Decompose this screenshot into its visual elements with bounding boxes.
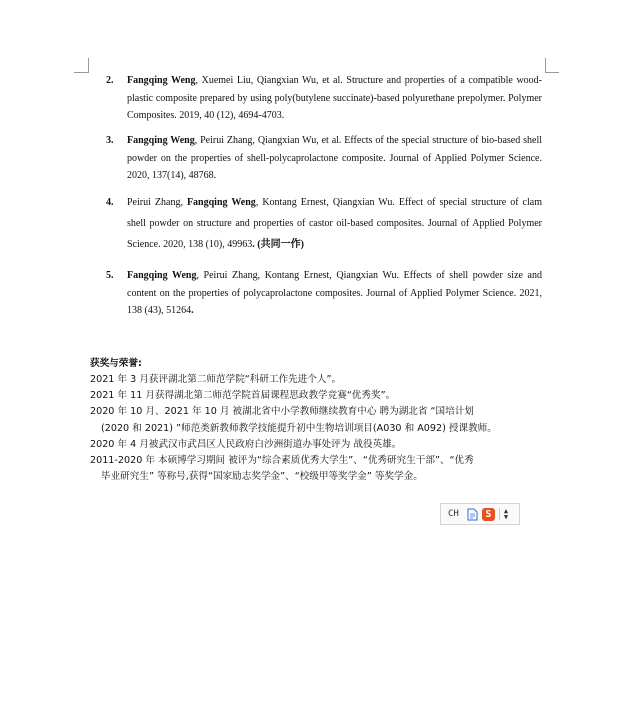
honors-section xyxy=(90,356,560,485)
honor-line: 2021 年 3 月获评湖北第二师范学院“科研工作先进个人”。 xyxy=(90,374,342,385)
crop-mark-right-h xyxy=(545,72,559,73)
honor-line: 2020 年 10 月、2021 年 10 月 被湖北省中小学教师继续教育中心 聘为湖北省 “国培计划 xyxy=(90,406,474,418)
honor-line: 2020 年 4 月被武汉市武昌区人民政府白沙洲街道办事处评为 战役英雄。 xyxy=(90,438,402,450)
document-icon[interactable] xyxy=(467,508,478,521)
publication-item xyxy=(108,192,542,255)
author-name: Fangqing Weng xyxy=(186,197,256,208)
publication-text: , Peirui Zhang, Qiangxian Wu, et al. Effects of the special structure of bio-based shell powder on the properties of shell-polycaprolactone composite. Journal of Applied Polymer Science. 2020, 137(14), 48768. xyxy=(127,135,543,181)
publication-number: 4. xyxy=(106,197,114,208)
honor-line: (2020 和 2021) ”师范类新教师教学技能提升初中生物培训项目(A030 和 A092) 授课教师。 xyxy=(101,422,497,434)
publication-number: 3. xyxy=(106,135,114,146)
crop-mark-left-v xyxy=(88,58,89,73)
honor-line: 2011-2020 年 本硕博学习期间 被评为“综合素质优秀大学生”、“优秀研究生干部”、“优秀 xyxy=(90,455,474,467)
publication-lead: Peirui Zhang, xyxy=(127,197,187,208)
crop-mark-left-h xyxy=(74,72,88,73)
toolbar-divider xyxy=(499,508,500,520)
honor-line: 毕业研究生” 等称号,获得“国家励志奖学金”、“校级甲等奖学金” 等奖学金。 xyxy=(101,471,423,483)
author-name: Fangqing Weng xyxy=(127,75,196,86)
publication-text: , Xuemei Liu, Qiangxian Wu, et al. Structure and properties of a compatible wood-plastic composite prepared by using poly(butylene succinate)-based polyurethane prepolymer. Polymer Composites. 2019, 40 (12), 4694-4703. xyxy=(127,75,542,121)
language-indicator[interactable]: CH xyxy=(448,509,459,519)
publication-item xyxy=(108,132,542,185)
author-name: Fangqing Weng xyxy=(127,135,195,146)
author-name: Fangqing Weng xyxy=(127,270,197,281)
publication-item xyxy=(108,72,542,125)
publication-text: , Peirui Zhang, Kontang Ernest, Qiangxian Wu. Effects of shell powder size and content on the properties of polycaprolactone composites. Journal of Applied Polymer Science. 2021, 138 (43), 51264 xyxy=(127,270,542,316)
sogou-logo-icon[interactable]: S xyxy=(482,508,495,521)
honors-heading: 获奖与荣誉: xyxy=(90,358,142,369)
honor-line: 2021 年 11 月获得湖北第二师范学院首届课程思政教学竞赛“优秀奖”。 xyxy=(90,390,396,402)
ime-toolbar[interactable] xyxy=(440,503,520,525)
publication-text: , Kontang Ernest, Qiangxian Wu. Effect of special structure of clam shell powder on structure and properties of castor oil-based composites. Journal of Applied Polymer Science. 2020, 138 (10), 49963 xyxy=(127,197,542,250)
publication-item xyxy=(108,267,542,320)
crop-mark-right-v xyxy=(545,58,546,73)
publication-trailing: . xyxy=(191,305,194,316)
arrow-updown-icon[interactable]: ▲ ▼ xyxy=(503,507,509,521)
co-first-author-note: . (共同一作) xyxy=(252,239,304,250)
publication-number: 5. xyxy=(106,270,114,281)
publication-number: 2. xyxy=(106,75,114,86)
